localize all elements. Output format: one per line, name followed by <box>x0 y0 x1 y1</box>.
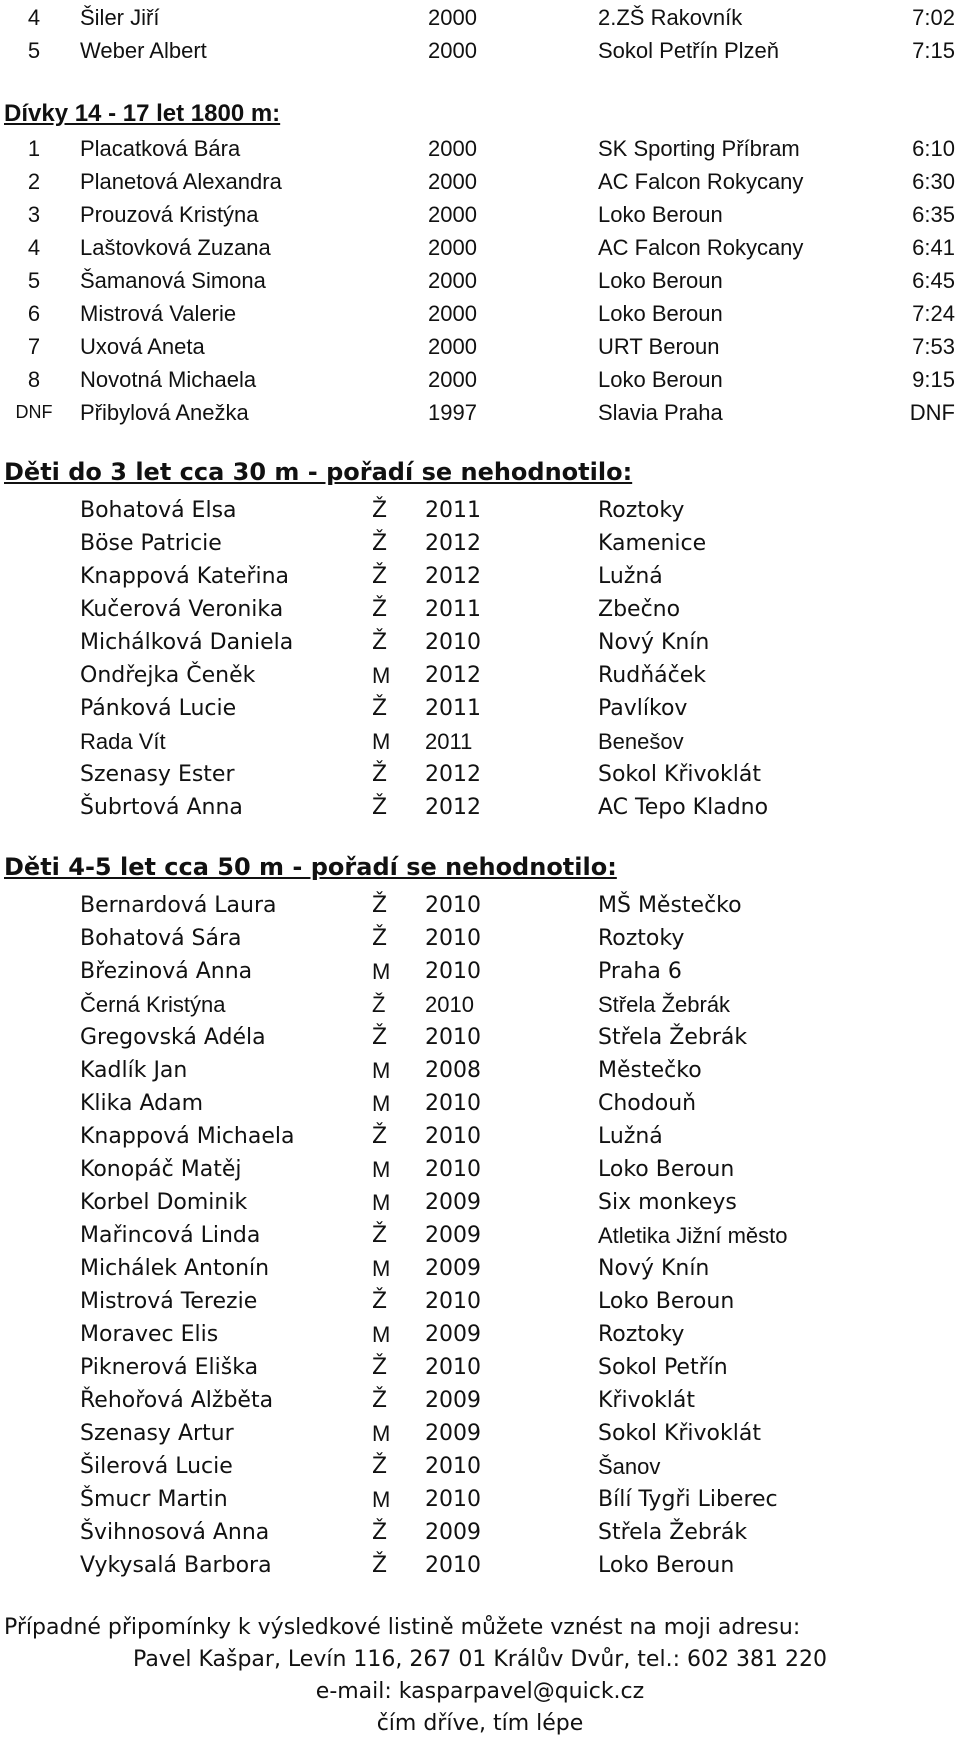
club: Roztoky <box>598 926 685 951</box>
participant-name: Kadlík Jan <box>80 1058 188 1083</box>
result-row <box>0 198 960 231</box>
birth-year: 2012 <box>425 663 481 688</box>
participant-name: Szenasy Artur <box>80 1421 234 1446</box>
birth-year: 2011 <box>425 729 473 754</box>
club: Šanov <box>598 1454 661 1479</box>
result-row <box>0 132 960 165</box>
club: Pavlíkov <box>598 696 688 721</box>
participant-row <box>0 1054 960 1087</box>
athlete-name: Mistrová Valerie <box>80 301 237 326</box>
participant-name: Mařincová Linda <box>80 1223 261 1248</box>
club: Lužná <box>598 564 663 589</box>
club: URT Beroun <box>598 334 720 359</box>
sex: Ž <box>372 992 386 1017</box>
birth-year: 2010 <box>425 1091 481 1116</box>
sex: M <box>372 1487 391 1512</box>
sex: Ž <box>372 1223 388 1248</box>
participant-row <box>0 1549 960 1582</box>
footer-address: Pavel Kašpar, Levín 116, 267 01 Králův Dvůr, tel.: 602 381 220 <box>133 1647 827 1672</box>
participant-row <box>0 1318 960 1351</box>
club: Sokol Křivoklát <box>598 762 761 787</box>
birth-year: 2010 <box>425 1289 481 1314</box>
birth-year: 2000 <box>428 268 477 293</box>
result-row <box>0 264 960 297</box>
participant-name: Böse Patricie <box>80 531 222 556</box>
birth-year: 2010 <box>425 1487 481 1512</box>
participant-name: Bohatová Sára <box>80 926 242 951</box>
sex: Ž <box>372 1025 388 1050</box>
athlete-name: Prouzová Kristýna <box>80 202 259 227</box>
club: Loko Beroun <box>598 1157 735 1182</box>
participant-name: Šubrtová Anna <box>80 795 243 820</box>
birth-year: 2000 <box>428 38 477 63</box>
participant-row <box>0 593 960 626</box>
participant-name: Konopáč Matěj <box>80 1157 242 1182</box>
finish-time: 9:15 <box>912 367 955 392</box>
birth-year: 2010 <box>425 1355 481 1380</box>
birth-year: 2010 <box>425 926 481 951</box>
athlete-name: Weber Albert <box>80 38 207 63</box>
finish-time: 6:10 <box>912 136 955 161</box>
birth-year: 2009 <box>425 1421 481 1446</box>
birth-year: 2010 <box>425 630 481 655</box>
sex: Ž <box>372 498 388 523</box>
birth-year: 1997 <box>428 400 477 425</box>
sex: M <box>372 1190 391 1215</box>
result-row <box>0 363 960 396</box>
rank: 5 <box>27 38 41 63</box>
finish-time: 6:45 <box>912 268 955 293</box>
rank: 8 <box>27 367 41 392</box>
sex: Ž <box>372 795 388 820</box>
finish-time: 6:35 <box>912 202 955 227</box>
participant-name: Korbel Dominik <box>80 1190 248 1215</box>
birth-year: 2010 <box>425 992 474 1017</box>
sex: M <box>372 1157 391 1182</box>
sex: Ž <box>372 531 388 556</box>
participant-name: Mistrová Terezie <box>80 1289 258 1314</box>
birth-year: 2000 <box>428 202 477 227</box>
sex: Ž <box>372 1520 388 1545</box>
participant-name: Gregovská Adéla <box>80 1025 266 1050</box>
sex: M <box>372 1256 391 1281</box>
participant-row <box>0 758 960 791</box>
birth-year: 2011 <box>425 696 481 721</box>
finish-time: 6:41 <box>912 235 955 260</box>
club: Střela Žebrák <box>598 1025 748 1050</box>
club: Atletika Jižní město <box>598 1223 788 1248</box>
sex: Ž <box>372 1355 388 1380</box>
club: Nový Knín <box>598 630 710 655</box>
section-heading-kids-4-5: Děti 4-5 let cca 50 m - pořadí se nehodnotilo: <box>4 853 617 881</box>
participant-row <box>0 889 960 922</box>
club: Střela Žebrák <box>598 992 731 1017</box>
participant-name: Bohatová Elsa <box>80 498 237 523</box>
birth-year: 2010 <box>425 1553 481 1578</box>
club: Rudňáček <box>598 663 707 688</box>
finish-time: DNF <box>909 400 955 425</box>
result-row <box>0 297 960 330</box>
athlete-name: Laštovková Zuzana <box>80 235 271 260</box>
club: Loko Beroun <box>598 268 723 293</box>
finish-time: 7:24 <box>912 301 955 326</box>
participant-name: Řehořová Alžběta <box>80 1388 274 1413</box>
club: Slavia Praha <box>598 400 723 425</box>
athlete-name: Šiler Jiří <box>80 5 160 30</box>
birth-year: 2012 <box>425 795 481 820</box>
club: Roztoky <box>598 1322 685 1347</box>
participant-row <box>0 955 960 988</box>
participant-name: Knappová Kateřina <box>80 564 289 589</box>
rank: 6 <box>27 301 41 326</box>
participant-row <box>0 1450 960 1483</box>
result-row <box>0 165 960 198</box>
participant-name: Kučerová Veronika <box>80 597 284 622</box>
participant-name: Vykysalá Barbora <box>80 1553 272 1578</box>
sex: M <box>372 729 391 754</box>
participant-row <box>0 560 960 593</box>
participant-row <box>0 626 960 659</box>
participant-name: Bernardová Laura <box>80 893 277 918</box>
sex: M <box>372 1421 391 1446</box>
club: Loko Beroun <box>598 202 723 227</box>
birth-year: 2009 <box>425 1256 481 1281</box>
finish-time: 6:30 <box>912 169 955 194</box>
finish-time: 7:15 <box>912 38 955 63</box>
club: Kamenice <box>598 531 707 556</box>
club: Sokol Petřín Plzeň <box>598 38 779 63</box>
participant-row <box>0 988 960 1021</box>
athlete-name: Novotná Michaela <box>80 367 257 392</box>
rank: 1 <box>27 136 41 161</box>
club: Chodouň <box>598 1091 697 1116</box>
participant-row <box>0 1483 960 1516</box>
club: Městečko <box>598 1058 702 1083</box>
participant-row <box>0 791 960 824</box>
footer-email[interactable]: e-mail: kasparpavel@quick.cz <box>315 1679 645 1704</box>
participant-name: Černá Kristýna <box>80 992 226 1017</box>
participant-row <box>0 1087 960 1120</box>
club: Křivoklát <box>598 1388 696 1413</box>
rank: 4 <box>27 235 41 260</box>
birth-year: 2000 <box>428 136 477 161</box>
sex: M <box>372 1091 391 1116</box>
club: Praha 6 <box>598 959 682 984</box>
athlete-name: Šamanová Simona <box>80 268 266 293</box>
sex: Ž <box>372 564 388 589</box>
club: Loko Beroun <box>598 367 723 392</box>
club: Benešov <box>598 729 684 754</box>
birth-year: 2012 <box>425 564 481 589</box>
sex: Ž <box>372 1124 388 1149</box>
participant-row <box>0 659 960 692</box>
participant-name: Rada Vít <box>80 729 166 754</box>
club: AC Falcon Rokycany <box>598 235 804 260</box>
sex: M <box>372 663 391 688</box>
participant-row <box>0 1252 960 1285</box>
club: Sokol Petřín <box>598 1355 728 1380</box>
section-heading-kids-3: Děti do 3 let cca 30 m - pořadí se nehodnotilo: <box>4 458 633 486</box>
birth-year: 2010 <box>425 1025 481 1050</box>
rank: 7 <box>27 334 41 359</box>
participant-name: Šilerová Lucie <box>80 1454 233 1479</box>
rank: 2 <box>27 169 41 194</box>
participant-row <box>0 725 960 758</box>
participant-name: Szenasy Ester <box>80 762 235 787</box>
club: SK Sporting Příbram <box>598 136 800 161</box>
result-row <box>0 396 960 429</box>
rank: 3 <box>27 202 41 227</box>
result-row <box>0 1 960 34</box>
birth-year: 2009 <box>425 1190 481 1215</box>
club: Lužná <box>598 1124 663 1149</box>
result-row <box>0 330 960 363</box>
birth-year: 2010 <box>425 1124 481 1149</box>
club: Six monkeys <box>598 1190 737 1215</box>
sex: Ž <box>372 893 388 918</box>
club: AC Falcon Rokycany <box>598 169 804 194</box>
birth-year: 2008 <box>425 1058 481 1083</box>
sex: Ž <box>372 1388 388 1413</box>
sex: Ž <box>372 762 388 787</box>
birth-year: 2010 <box>425 1157 481 1182</box>
participant-name: Piknerová Eliška <box>80 1355 259 1380</box>
birth-year: 2009 <box>425 1322 481 1347</box>
rank: 5 <box>27 268 41 293</box>
club: Sokol Křivoklát <box>598 1421 761 1446</box>
participant-name: Knappová Michaela <box>80 1124 295 1149</box>
birth-year: 2000 <box>428 5 477 30</box>
birth-year: 2011 <box>425 498 481 523</box>
club: Nový Knín <box>598 1256 710 1281</box>
rank: 4 <box>27 5 41 30</box>
birth-year: 2009 <box>425 1520 481 1545</box>
result-row <box>0 231 960 264</box>
participant-row <box>0 1120 960 1153</box>
sex: Ž <box>372 597 388 622</box>
athlete-name: Uxová Aneta <box>80 334 205 359</box>
birth-year: 2012 <box>425 762 481 787</box>
birth-year: 2012 <box>425 531 481 556</box>
participant-row <box>0 1516 960 1549</box>
participant-row <box>0 527 960 560</box>
result-row <box>0 34 960 67</box>
participant-name: Michálek Antonín <box>80 1256 270 1281</box>
club: MŠ Městečko <box>598 893 742 918</box>
participant-row <box>0 922 960 955</box>
rank: DNF <box>15 402 53 422</box>
sex: M <box>372 1058 391 1083</box>
birth-year: 2000 <box>428 169 477 194</box>
sex: Ž <box>372 1289 388 1314</box>
participant-row <box>0 494 960 527</box>
club: Loko Beroun <box>598 1553 735 1578</box>
birth-year: 2009 <box>425 1388 481 1413</box>
participant-name: Ondřejka Čeněk <box>80 663 256 688</box>
participant-row <box>0 692 960 725</box>
finish-time: 7:02 <box>912 5 955 30</box>
section-heading-girls: Dívky 14 - 17 let 1800 m: <box>4 100 281 127</box>
participant-row <box>0 1219 960 1252</box>
club: Loko Beroun <box>598 1289 735 1314</box>
participant-name: Pánková Lucie <box>80 696 237 721</box>
finish-time: 7:53 <box>912 334 955 359</box>
club: Bílí Tygři Liberec <box>598 1487 778 1512</box>
sex: Ž <box>372 630 388 655</box>
birth-year: 2000 <box>428 367 477 392</box>
participant-name: Švihnosová Anna <box>80 1520 270 1545</box>
participant-name: Michálková Daniela <box>80 630 294 655</box>
sex: M <box>372 959 391 984</box>
participant-row <box>0 1384 960 1417</box>
birth-year: 2011 <box>425 597 481 622</box>
participant-name: Šmucr Martin <box>80 1487 228 1512</box>
birth-year: 2010 <box>425 893 481 918</box>
athlete-name: Placatková Bára <box>80 136 241 161</box>
club: AC Tepo Kladno <box>598 795 769 820</box>
club: Střela Žebrák <box>598 1520 748 1545</box>
birth-year: 2000 <box>428 235 477 260</box>
participant-row <box>0 1285 960 1318</box>
participant-row <box>0 1417 960 1450</box>
participant-name: Moravec Elis <box>80 1322 219 1347</box>
participant-row <box>0 1153 960 1186</box>
birth-year: 2010 <box>425 1454 481 1479</box>
birth-year: 2000 <box>428 301 477 326</box>
participant-row <box>0 1021 960 1054</box>
participant-row <box>0 1351 960 1384</box>
sex: Ž <box>372 696 388 721</box>
birth-year: 2010 <box>425 959 481 984</box>
sex: M <box>372 1322 391 1347</box>
sex: Ž <box>372 1553 388 1578</box>
club: Roztoky <box>598 498 685 523</box>
birth-year: 2009 <box>425 1223 481 1248</box>
footer-closing: čím dříve, tím lépe <box>376 1711 584 1736</box>
birth-year: 2000 <box>428 334 477 359</box>
sex: Ž <box>372 926 388 951</box>
club: 2.ZŠ Rakovník <box>598 5 743 30</box>
footer-note: Případné připomínky k výsledkové listině můžete vznést na moji adresu: <box>4 1615 801 1640</box>
participant-name: Březinová Anna <box>80 959 253 984</box>
participant-name: Klika Adam <box>80 1091 204 1116</box>
athlete-name: Planetová Alexandra <box>80 169 282 194</box>
athlete-name: Přibylová Anežka <box>80 400 249 425</box>
participant-row <box>0 1186 960 1219</box>
sex: Ž <box>372 1454 388 1479</box>
club: Loko Beroun <box>598 301 723 326</box>
club: Zbečno <box>598 597 681 622</box>
